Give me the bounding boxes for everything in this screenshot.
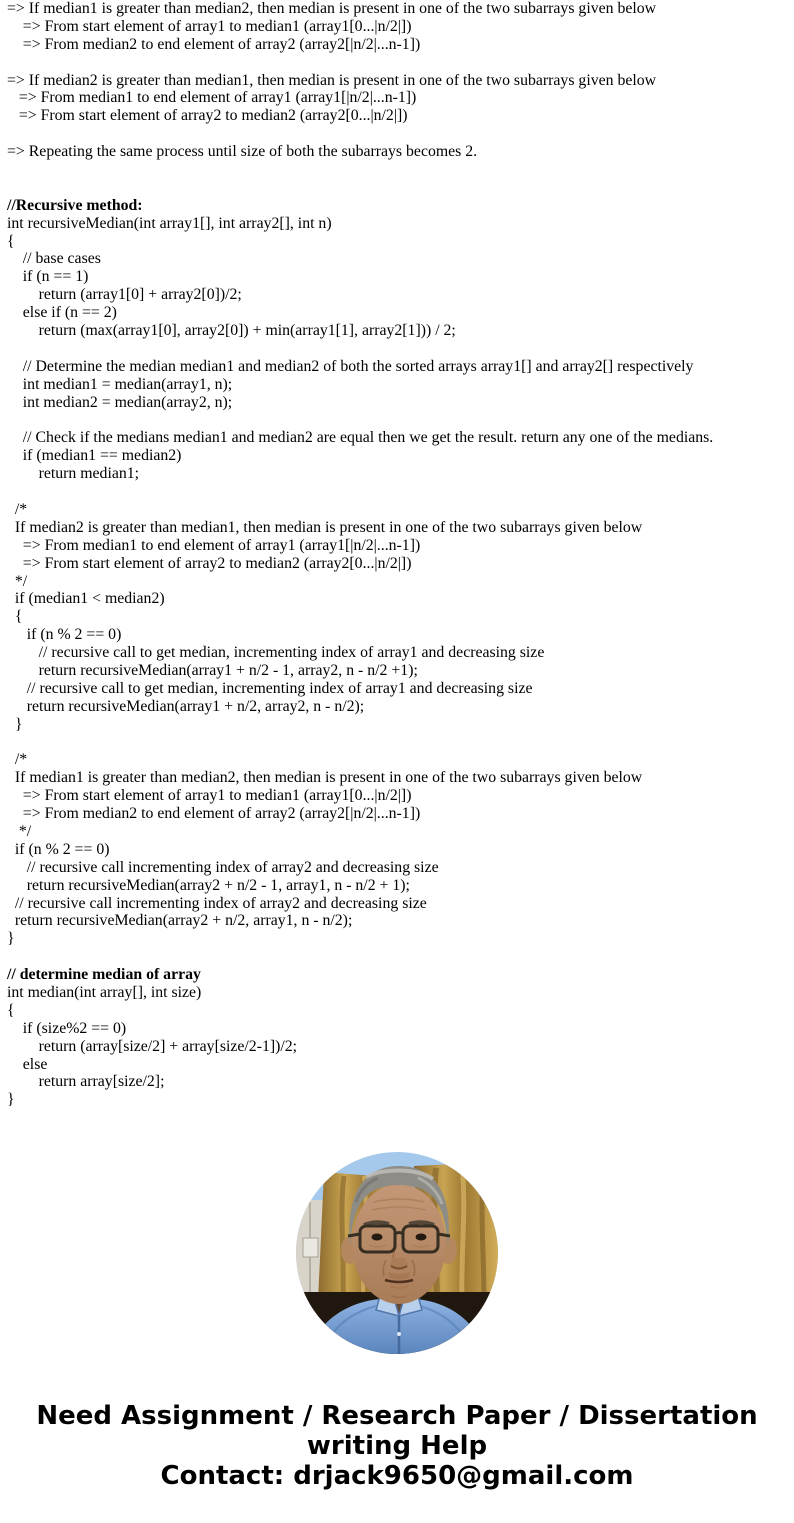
photo-face xyxy=(352,1184,446,1304)
code-line: if (n % 2 == 0) xyxy=(7,626,122,644)
code-line: */ xyxy=(7,822,32,840)
code-line: => From median2 to end element of array2 (array2[|n/2|...n-1]) xyxy=(7,805,421,823)
code-line: if (n == 1) xyxy=(7,268,89,286)
code-line: { xyxy=(7,1001,15,1019)
code-line: if (n % 2 == 0) xyxy=(7,840,110,858)
code-line: => Repeating the same process until size of both the subarrays becomes 2. xyxy=(7,143,478,161)
code-line: => From median1 to end element of array1 (array1[|n/2|...n-1]) xyxy=(7,536,421,554)
person-photo-illustration xyxy=(296,1152,498,1354)
code-line: */ xyxy=(7,572,28,590)
code-line: // Determine the median median1 and median2 of both the sorted arrays array1[] and array2[] respectively xyxy=(7,357,694,375)
code-line xyxy=(7,734,794,752)
code-line: /* xyxy=(7,500,28,518)
code-line: return recursiveMedian(array2 + n/2 - 1, array1, n - n/2 + 1); xyxy=(7,876,410,894)
code-line: if (median1 < median2) xyxy=(7,590,165,608)
code-line: return recursiveMedian(array1 + n/2 - 1, array2, n - n/2 +1); xyxy=(7,661,418,679)
code-line: // recursive call incrementing index of array2 and decreasing size xyxy=(7,858,439,876)
code-line xyxy=(7,483,794,501)
code-line: // base cases xyxy=(7,250,101,268)
code-line: { xyxy=(7,608,23,626)
code-line: // recursive call to get median, incrementing index of array1 and decreasing size xyxy=(7,679,533,697)
code-line: // recursive call incrementing index of array2 and decreasing size xyxy=(7,894,427,912)
code-line: => From start element of array1 to median1 (array1[0...|n/2|]) xyxy=(7,17,412,35)
code-line: => From median1 to end element of array1 (array1[|n/2|...n-1]) xyxy=(7,89,417,107)
code-line xyxy=(7,948,794,966)
code-line: => From median2 to end element of array2 (array2[|n/2|...n-1]) xyxy=(7,35,421,53)
code-line: int recursiveMedian(int array1[], int array2[], int n) xyxy=(7,214,332,232)
code-line: If median2 is greater than median1, then median is present in one of the two subarrays given below xyxy=(7,518,643,536)
code-line xyxy=(7,161,794,179)
code-line xyxy=(7,125,794,143)
code-line xyxy=(7,411,794,429)
code-line xyxy=(7,54,794,72)
code-line: // Check if the medians median1 and median2 are equal then we get the result. return any one of the medians. xyxy=(7,429,714,447)
code-line: int median(int array[], int size) xyxy=(7,983,202,1001)
code-line: return (array1[0] + array2[0])/2; xyxy=(7,286,242,304)
code-line: } xyxy=(7,930,15,948)
code-line xyxy=(7,179,794,197)
code-line: if (size%2 == 0) xyxy=(7,1019,127,1037)
code-line: int median1 = median(array1, n); xyxy=(7,375,233,393)
code-line: else if (n == 2) xyxy=(7,304,117,322)
code-line: /* xyxy=(7,751,28,769)
footer xyxy=(0,1401,794,1491)
code-line: int median2 = median(array2, n); xyxy=(7,393,233,411)
code-line: => If median2 is greater than median1, then median is present in one of the two subarrays given below xyxy=(7,71,657,89)
footer-heading: Need Assignment / Research Paper / Dissertation writing Help xyxy=(36,1401,758,1462)
code-line: } xyxy=(7,1091,15,1109)
code-line: => From start element of array1 to median1 (array1[0...|n/2|]) xyxy=(7,787,412,805)
code-line: return array[size/2]; xyxy=(7,1073,165,1091)
code-line: if (median1 == median2) xyxy=(7,447,182,465)
code-line: // recursive call to get median, incrementing index of array1 and decreasing size xyxy=(7,644,545,662)
code-line: return (array[size/2] + array[size/2-1])/2; xyxy=(7,1037,298,1055)
code-line: } xyxy=(7,715,23,733)
code-line: // determine median of array xyxy=(7,966,201,984)
code-line: return recursiveMedian(array2 + n/2, array1, n - n/2); xyxy=(7,912,353,930)
code-line: //Recursive method: xyxy=(7,196,143,214)
code-line xyxy=(7,340,794,358)
code-line: return (max(array1[0], array2[0]) + min(array1[1], array2[1])) / 2; xyxy=(7,322,456,340)
code-line: else xyxy=(7,1055,48,1073)
code-line: => If median1 is greater than median2, then median is present in one of the two subarrays given below xyxy=(7,0,657,17)
profile-photo xyxy=(296,1152,498,1354)
code-line: { xyxy=(7,232,15,250)
code-line: => From start element of array2 to median2 (array2[0...|n/2|]) xyxy=(7,554,412,572)
footer-contact: Contact: drjack9650@gmail.com xyxy=(160,1461,634,1492)
code-line: return recursiveMedian(array1 + n/2, array2, n - n/2); xyxy=(7,697,365,715)
code-line: => From start element of array2 to median2 (array2[0...|n/2|]) xyxy=(7,107,408,125)
code-line: return median1; xyxy=(7,465,140,483)
code-line: If median1 is greater than median2, then median is present in one of the two subarrays given below xyxy=(7,769,643,787)
